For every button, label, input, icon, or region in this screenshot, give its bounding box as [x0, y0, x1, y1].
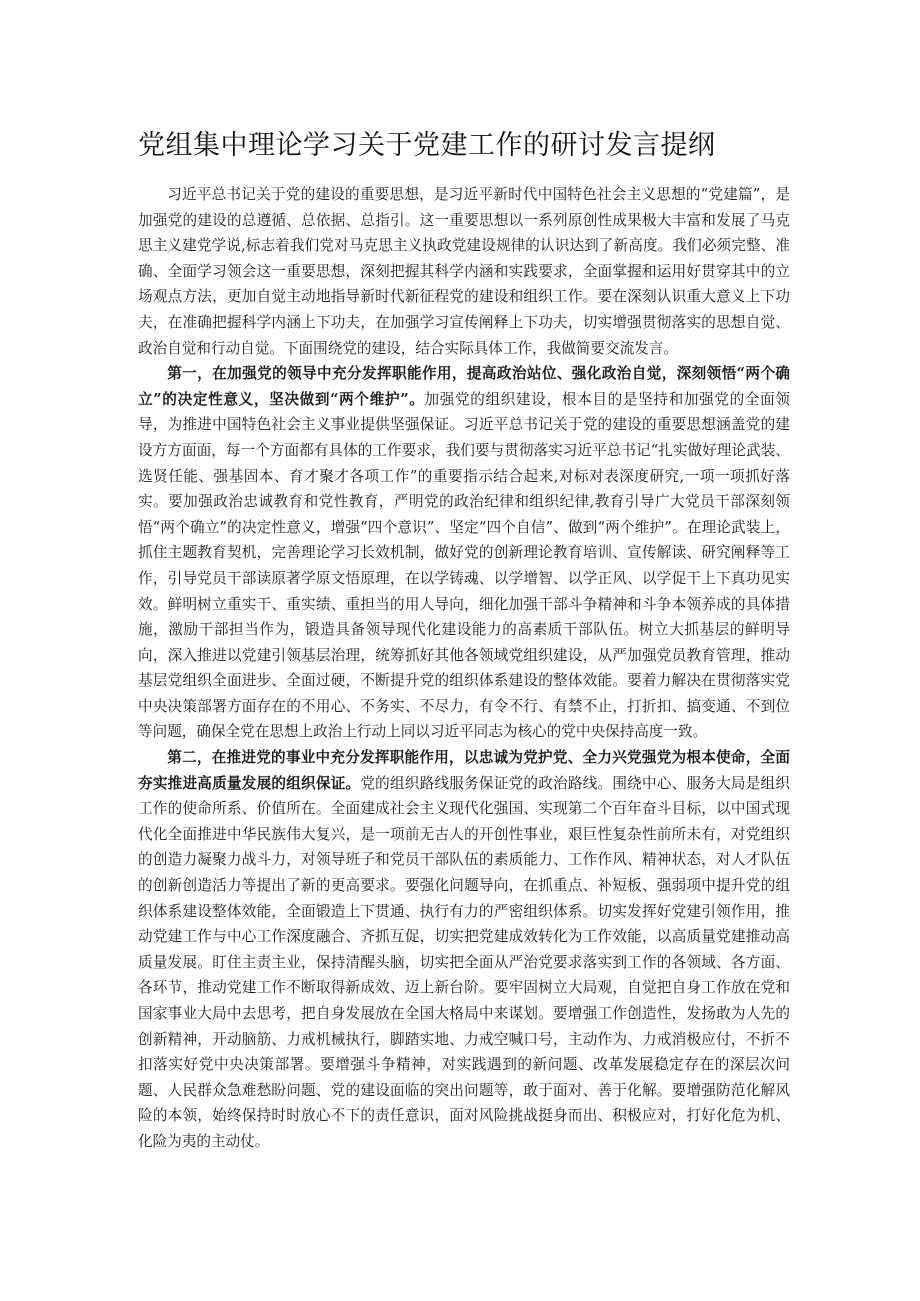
paragraph-lead: 第二，在推进党的事业中充分发挥职能作用，以忠诚为党护党、全力兴党强党为根本使命，全面夯实推进高质量发展的组织保证。 — [138, 749, 790, 792]
paragraph-text: 加强党的组织建设，根本目的是坚持和加强党的全面领导，为推进中国特色社会主义事业提供坚强保证。习近平总书记关于党的建设的重要思想涵盖党的建设方方面面，每一个方面都有具体的工作要求，我们要与贯彻落实习近平总书记“扎实做好理论武装、选贤任能、强基固本、育才聚才各项工作”的重要指示结合起来,对标对表深度研究,一项一项抓好落实。要加强政治忠诚教育和党性教育，严明党的政治纪律和组织纪律,教育引导广大党员干部深刻领悟“两个确立”的决定性意义，增强“四个意识”、坚定“四个自信”、做到“两个维护”。在理论武装上，抓住主题教育契机，完善理论学习长效机制，做好党的创新理论教育培训、宣传解读、研究阐释等工作，引导党员干部读原著学原文悟原理，在以学铸魂、以学增智、以学正风、以学促干上下真功见实效。鲜明树立重实干、重实绩、重担当的用人导向，细化加强干部斗争精神和斗争本领养成的具体措施，激励干部担当作为，锻造具备领导现代化建设能力的高素质干部队伍。树立大抓基层的鲜明导向，深入推进以党建引领基层治理，统筹抓好其他各领域党组织建设，从严加强党员教育管理，推动基层党组织全面进步、全面过硬，不断提升党的组织体系建设的整体效能。要着力解决在贯彻落实党中央决策部署方面存在的不用心、不务实、不尽力，有令不行、有禁不止，打折扣、搞变通、不到位等问题，确保全党在思想上政治上行动上同以习近平同志为核心的党中央保持高度一致。 — [138, 390, 790, 741]
paragraph-second-point — [138, 745, 790, 1155]
paragraph-text: 习近平总书记关于党的建设的重要思想，是习近平新时代中国特色社会主义思想的“党建篇”，是加强党的建设的总遵循、总依据、总指引。这一重要思想以一系列原创性成果极大丰富和发展了马克思主义建党学说,标志着我们党对马克思主义执政党建设规律的认识达到了新高度。我们必须完整、准确、全面学习领会这一重要思想，深刻把握其科学内涵和实践要求，全面掌握和运用好贯穿其中的立场观点方法，更加自觉主动地指导新时代新征程党的建设和组织工作。要在深刻认识重大意义上下功夫，在准确把握科学内涵上下功夫，在加强学习宣传阐释上下功夫，切实增强贯彻落实的思想自觉、政治自觉和行动自觉。下面围绕党的建设，结合实际具体工作，我做简要交流发言。 — [138, 186, 790, 357]
paragraph-text: 党的组织路线服务保证党的政治路线。围绕中心、服务大局是组织工作的使命所系、价值所在。全面建成社会主义现代化强国、实现第二个百年奋斗目标，以中国式现代化全面推进中华民族伟大复兴，是一项前无古人的开创性事业，艰巨性复杂性前所未有，对党组织的创造力凝聚力战斗力，对领导班子和党员干部队伍的素质能力、工作作风、精神状态，对人才队伍的创新创造活力等提出了新的更高要求。要强化问题导向，在抓重点、补短板、强弱项中提升党的组织体系建设整体效能，全面锻造上下贯通、执行有力的严密组织体系。切实发挥好党建引领作用，推动党建工作与中心工作深度融合、齐抓互促，切实把党建成效转化为工作效能，以高质量党建推动高质量发展。盯住主责主业，保持清醒头脑，切实把全面从严治党要求落实到工作的各领域、各方面、各环节，推动党建工作不断取得新成效、迈上新台阶。要牢固树立大局观，自觉把自身工作放在党和国家事业大局中去思考，把自身发展放在全国大格局中来谋划。要增强工作创造性，发扬敢为人先的创新精神，开动脑筋、力戒机械执行，脚踏实地、力戒空喊口号，主动作为、力戒消极应付，不折不扣落实好党中央决策部署。要增强斗争精神，对实践遇到的新问题、改革发展稳定存在的深层次问题、人民群众急难愁盼问题、党的建设面临的突出问题等，敢于面对、善于化解。要增强防范化解风险的本领，始终保持时时放心不下的责任意识，面对风险挑战挺身而出、积极应对，打好化危为机、化险为夷的主动仗。 — [138, 774, 790, 1150]
document-title: 党组集中理论学习关于党建工作的研讨发言提纲 — [138, 130, 716, 161]
paragraph-intro — [138, 182, 790, 361]
document-page — [138, 128, 790, 1155]
paragraph-first-point — [138, 361, 790, 745]
paragraph-lead: 第一，在加强党的领导中充分发挥职能作用，提高政治站位、强化政治自觉，深刻领悟“两个确立”的决定性意义，坚决做到“两个维护”。 — [138, 365, 790, 408]
